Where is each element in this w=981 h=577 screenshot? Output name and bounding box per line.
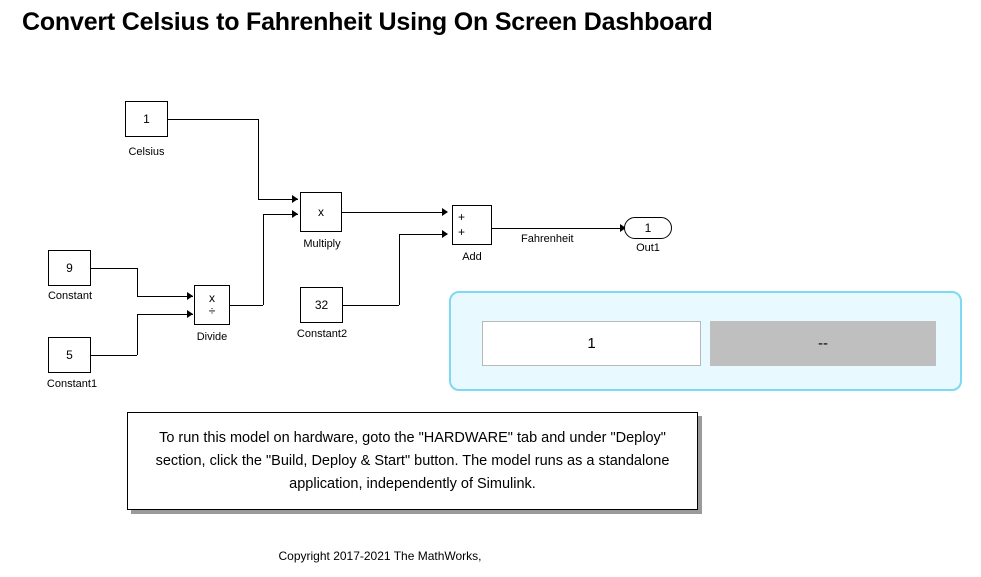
block-constant[interactable]: [48, 250, 91, 286]
dashboard-display-celsius-value: 1: [587, 335, 596, 352]
wire-fahrenheit: [492, 228, 624, 229]
wire-multiply-out: [342, 212, 446, 213]
block-constant2-value: 32: [314, 298, 329, 312]
arrow-into-add-1: [442, 208, 448, 216]
arrow-into-divide-2: [187, 310, 193, 318]
block-multiply-label: Multiply: [303, 238, 341, 250]
block-add[interactable]: [452, 205, 492, 245]
wire-const1-h2: [137, 314, 193, 315]
block-celsius-value: 1: [143, 112, 150, 126]
block-add-op-top: +: [458, 210, 466, 224]
block-divide-op-top: x: [209, 291, 215, 305]
wire-divide-v: [263, 214, 264, 305]
block-out1-value: 1: [644, 221, 652, 235]
dashboard-display-celsius[interactable]: [482, 321, 701, 366]
block-constant1-label: Constant1: [46, 378, 98, 390]
arrow-into-multiply-2: [292, 210, 298, 218]
block-add-label: Add: [462, 251, 482, 263]
block-divide-label: Divide: [196, 331, 228, 343]
wire-const2-h1: [343, 305, 399, 306]
block-constant-value: 9: [66, 261, 73, 275]
dashboard-display-fahrenheit[interactable]: [710, 321, 936, 366]
wire-celsius-v: [258, 119, 259, 199]
block-constant-label: Constant: [47, 290, 93, 302]
block-out1-label: Out1: [636, 242, 660, 254]
wire-const2-v: [399, 234, 400, 305]
wire-divide-h1: [230, 305, 263, 306]
wire-const-v: [137, 268, 138, 296]
block-constant2[interactable]: [300, 287, 343, 323]
wire-celsius-h1: [168, 119, 258, 120]
wire-const1-h1: [91, 355, 137, 356]
page-title: Convert Celsius to Fahrenheit Using On Screen Dashboard: [22, 8, 713, 36]
dashboard-display-fahrenheit-value: --: [818, 335, 828, 352]
wire-const1-v: [137, 314, 138, 355]
arrow-into-divide-1: [187, 292, 193, 300]
block-constant1-value: 5: [66, 348, 73, 362]
arrow-into-add-2: [442, 230, 448, 238]
arrow-into-multiply-1: [292, 195, 298, 203]
copyright-text: Copyright 2017-2021 The MathWorks,: [278, 549, 482, 563]
block-constant1[interactable]: [48, 337, 91, 373]
block-divide-op-bottom: ÷: [208, 304, 216, 318]
annotation-note-text: To run this model on hardware, goto the "HARDWARE" tab and under "Deploy" section, click the "Build, Deploy & Start" button. The model runs as a standalone application, independently of Simulink.: [155, 429, 670, 492]
wire-const-h1: [91, 268, 137, 269]
dashboard-panel[interactable]: [449, 291, 962, 391]
block-celsius-label: Celsius: [128, 146, 165, 158]
block-constant2-label: Constant2: [296, 328, 348, 340]
block-add-op-bottom: +: [458, 225, 466, 239]
wire-const2-h2: [399, 234, 447, 235]
wire-const-h2: [137, 296, 193, 297]
annotation-note: [127, 412, 698, 510]
block-multiply[interactable]: [300, 192, 342, 232]
block-celsius[interactable]: [125, 101, 168, 137]
signal-label-fahrenheit: Fahrenheit: [521, 233, 574, 245]
block-divide[interactable]: [194, 285, 230, 325]
block-out1[interactable]: [624, 217, 672, 239]
block-multiply-op: x: [318, 205, 324, 219]
